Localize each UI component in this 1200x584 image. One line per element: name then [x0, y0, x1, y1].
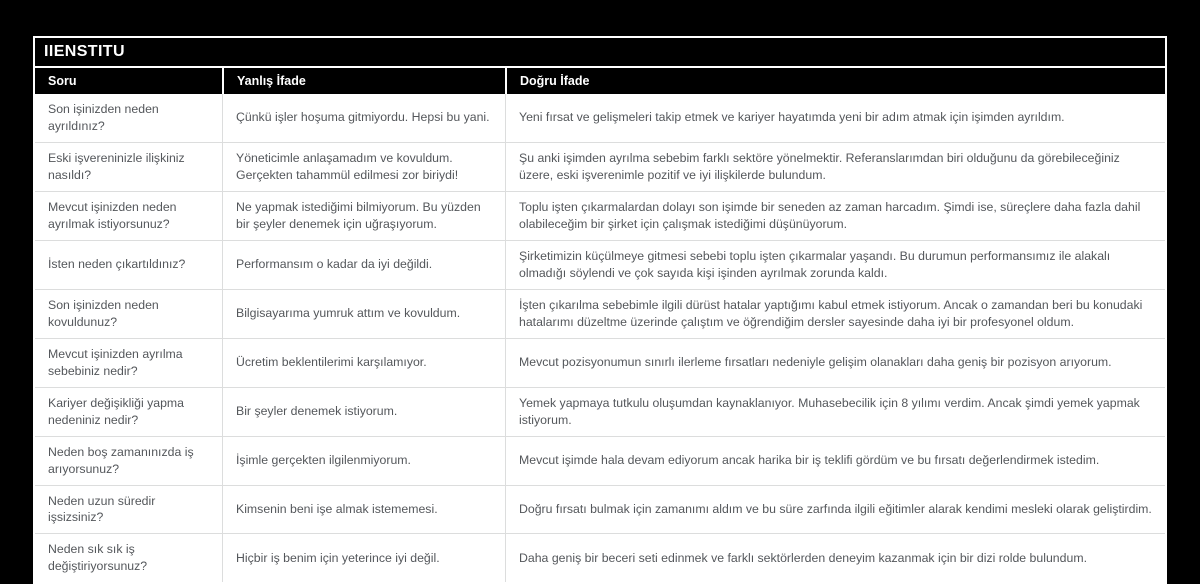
- correct-statement-cell: Toplu işten çıkarmalardan dolayı son işimde bir seneden az zaman harcadım. Şimdi ise, süreçlere daha fazla dahil olabileceğim bir şirket için çalışmak istediğimi düşünüyorum.: [505, 192, 1165, 241]
- interview-qa-table: [35, 68, 1165, 582]
- table-row: [35, 339, 1165, 388]
- wrong-statement-cell: Ne yapmak istediğimi bilmiyorum. Bu yüzden bir şeyler denemek için uğraşıyorum.: [222, 192, 505, 241]
- header-row: [35, 68, 1165, 94]
- table-row: [35, 437, 1165, 486]
- wrong-statement-cell: Yöneticimle anlaşamadım ve kovuldum. Gerçekten tahammül edilmesi zor biriydi!: [222, 143, 505, 192]
- question-cell: Son işinizden neden kovuldunuz?: [35, 290, 222, 339]
- question-cell: İsten neden çıkartıldınız?: [35, 241, 222, 290]
- correct-statement-cell: Şu anki işimden ayrılma sebebim farklı sektöre yönelmektir. Referanslarımdan biri olduğunu da görebileceğiniz üzere, eski işverenimle pozitif ve iyi ilişkilerde bulundum.: [505, 143, 1165, 192]
- column-header-dogru-ifade: Doğru İfade: [505, 68, 1165, 94]
- table-row: [35, 192, 1165, 241]
- correct-statement-cell: Daha geniş bir beceri seti edinmek ve farklı sektörlerden deneyim kazanmak için bir dizi rolde bulundum.: [505, 534, 1165, 582]
- table-row: [35, 290, 1165, 339]
- question-cell: Neden uzun süredir işsizsiniz?: [35, 486, 222, 535]
- table-row: [35, 94, 1165, 143]
- correct-statement-cell: Şirketimizin küçülmeye gitmesi sebebi toplu işten çıkarmalar yaşandı. Bu durumun performansımız ile alakalı olmadığı söylendi ve çok sayıda kişi işinden ayrılmak zorunda kaldı.: [505, 241, 1165, 290]
- table-header: [35, 68, 1165, 94]
- question-cell: Mevcut işinizden ayrılma sebebiniz nedir?: [35, 339, 222, 388]
- wrong-statement-cell: Performansım o kadar da iyi değildi.: [222, 241, 505, 290]
- table-row: [35, 486, 1165, 535]
- correct-statement-cell: Yemek yapmaya tutkulu oluşumdan kaynaklanıyor. Muhasebecilik için 8 yılımı verdim. Ancak şimdi yemek yapmak istiyorum.: [505, 388, 1165, 437]
- wrong-statement-cell: Bir şeyler denemek istiyorum.: [222, 388, 505, 437]
- wrong-statement-cell: Bilgisayarıma yumruk attım ve kovuldum.: [222, 290, 505, 339]
- table-row: [35, 388, 1165, 437]
- table-body: [35, 94, 1165, 582]
- table-row: [35, 143, 1165, 192]
- correct-statement-cell: Mevcut işimde hala devam ediyorum ancak harika bir iş teklifi gördüm ve bu fırsatı değerlendirmek istedim.: [505, 437, 1165, 486]
- question-cell: Eski işvereninizle ilişkiniz nasıldı?: [35, 143, 222, 192]
- wrong-statement-cell: Hiçbir iş benim için yeterince iyi değil.: [222, 534, 505, 582]
- question-cell: Neden boş zamanınızda iş arıyorsunuz?: [35, 437, 222, 486]
- wrong-statement-cell: Kimsenin beni işe almak istememesi.: [222, 486, 505, 535]
- wrong-statement-cell: Ücretim beklentilerimi karşılamıyor.: [222, 339, 505, 388]
- correct-statement-cell: Yeni fırsat ve gelişmeleri takip etmek ve kariyer hayatımda yeni bir adım atmak için işimden ayrıldım.: [505, 94, 1165, 143]
- column-header-soru: Soru: [35, 68, 222, 94]
- column-header-yanlis-ifade: Yanlış İfade: [222, 68, 505, 94]
- wrong-statement-cell: Çünkü işler hoşuma gitmiyordu. Hepsi bu yani.: [222, 94, 505, 143]
- table-row: [35, 241, 1165, 290]
- table-panel: [33, 36, 1167, 584]
- question-cell: Mevcut işinizden neden ayrılmak istiyorsunuz?: [35, 192, 222, 241]
- question-cell: Neden sık sık iş değiştiriyorsunuz?: [48, 542, 148, 574]
- correct-statement-cell: Mevcut pozisyonumun sınırlı ilerleme fırsatları nedeniyle gelişim olanakları daha geniş bir pozisyon arıyorum.: [505, 339, 1165, 388]
- wrong-statement-cell: İşimle gerçekten ilgilenmiyorum.: [222, 437, 505, 486]
- brand-title: IIENSTITU: [35, 38, 1165, 66]
- question-cell: Son işinizden neden ayrıldınız?: [35, 94, 222, 143]
- correct-statement-cell: Doğru fırsatı bulmak için zamanımı aldım ve bu süre zarfında ilgili eğitimler alarak kendimi mesleki olarak geliştirdim.: [505, 486, 1165, 535]
- table-row: [35, 534, 1165, 582]
- correct-statement-cell: İşten çıkarılma sebebimle ilgili dürüst hatalar yaptığımı kabul etmek istiyorum. Ancak o zamandan beri bu konudaki hatalarımı düzeltme üzerinde çalıştım ve öğrendiğim dersler sayesinde daha iyi bir profesyonel oldum.: [505, 290, 1165, 339]
- question-cell: Kariyer değişikliği yapma nedeniniz nedir?: [35, 388, 222, 437]
